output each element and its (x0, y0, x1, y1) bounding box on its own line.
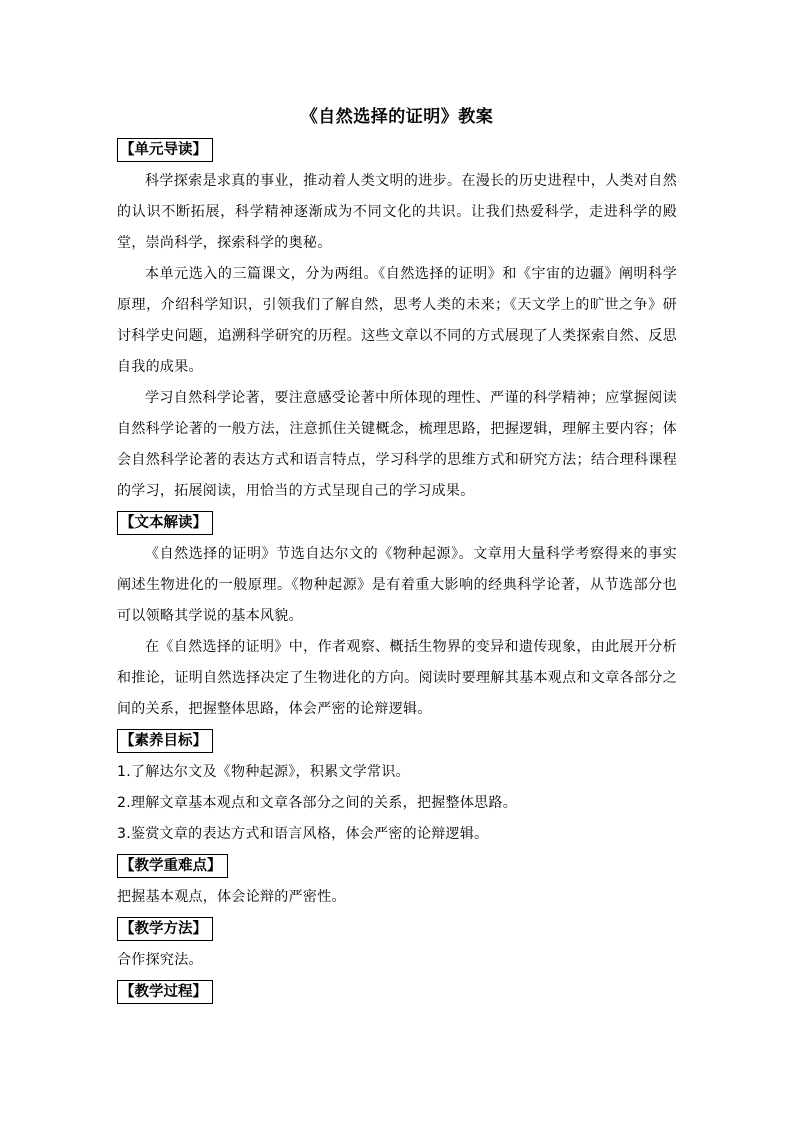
section-heading-goals: 【素养目标】 (117, 729, 213, 753)
section-heading-text-reading: 【文本解读】 (117, 511, 213, 535)
section-text-reading (117, 509, 677, 725)
section-goals (117, 727, 677, 850)
unit-intro-paragraph-1: 科学探索是求真的事业，推动着人类文明的进步。在漫长的历史进程中，人类对自然的认识不断拓展，科学精神逐渐成为不同文化的共识。让我们热爱科学，走进科学的殿堂，崇尚科学，探索科学的奥秘。 (117, 173, 677, 251)
section-heading-method: 【教学方法】 (117, 917, 213, 941)
text-reading-paragraph-1: 《自然选择的证明》节选自达尔文的《物种起源》。文章用大量科学考察得来的事实阐述生物进化的一般原理。《物种起源》是有着重大影响的经典科学论著，从节选部分也可以领略其学说的基本风貌。 (117, 546, 677, 624)
method-text: 合作探究法。 (117, 952, 203, 968)
section-heading-process: 【教学过程】 (117, 980, 213, 1004)
goal-item-3: 3.鉴赏文章的表达方式和语言风格，体会严密的论辩逻辑。 (117, 826, 489, 842)
key-points-text: 把握基本观点，体会论辩的严密性。 (117, 889, 346, 905)
section-process (117, 978, 677, 1008)
section-heading-key-points: 【教学重难点】 (117, 854, 228, 878)
document-page (117, 100, 677, 1010)
document-title: 《自然选择的证明》教案 (300, 107, 494, 127)
unit-intro-paragraph-3: 学习自然科学论著，要注意感受论著中所体现的理性、严谨的科学精神；应掌握阅读自然科学论著的一般方法，注意抓住关键概念，梳理思路，把握逻辑，理解主要内容；体会自然科学论著的表达方式和语言特点，学习科学的思维方式和研究方法；结合理科课程的学习，拓展阅读，用恰当的方式呈现自己的学习成果。 (117, 390, 677, 499)
section-key-points (117, 852, 677, 913)
section-method (117, 915, 677, 976)
section-heading-unit-intro: 【单元导读】 (117, 138, 213, 162)
text-reading-paragraph-2: 在《自然选择的证明》中，作者观察、概括生物界的变异和遗传现象，由此展开分析和推论，证明自然选择决定了生物进化的方向。阅读时要理解其基本观点和文章各部分之间的关系，把握整体思路，体会严密的论辩逻辑。 (117, 639, 677, 717)
goal-item-2: 2.理解文章基本观点和文章各部分之间的关系，把握整体思路。 (117, 795, 518, 811)
section-unit-intro (117, 136, 677, 507)
goal-item-1: 1.了解达尔文及《物种起源》，积累文学常识。 (117, 764, 410, 780)
unit-intro-paragraph-2: 本单元选入的三篇课文，分为两组。《自然选择的证明》和《宇宙的边疆》阐明科学原理，介绍科学知识，引领我们了解自然，思考人类的未来；《天文学上的旷世之争》研讨科学史问题，追溯科学研究的历程。这些文章以不同的方式展现了人类探索自然、反思自我的成果。 (117, 266, 677, 375)
